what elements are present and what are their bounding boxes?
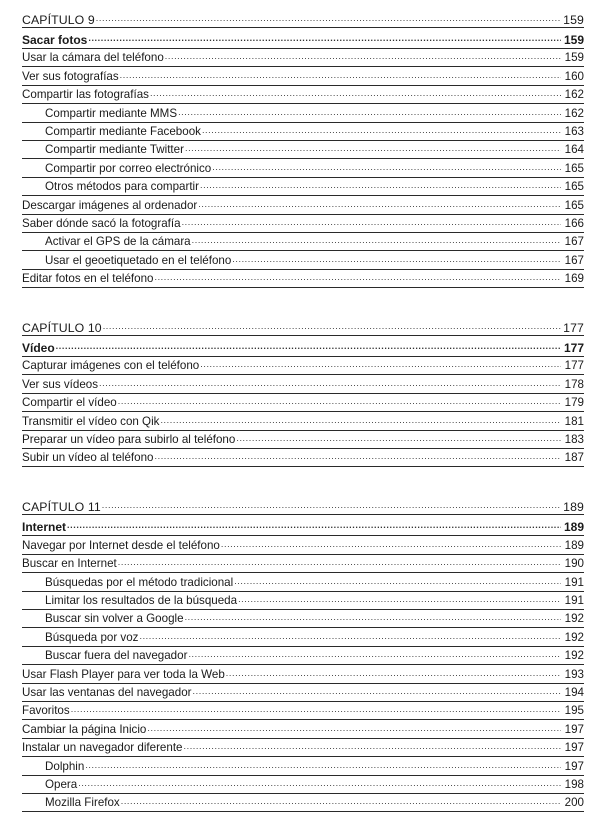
- page-number: 166: [564, 216, 584, 230]
- page-number: 190: [564, 557, 584, 571]
- entry-title: Preparar un vídeo para subirlo al teléfono: [22, 433, 236, 447]
- entry-title: Usar la cámara del teléfono: [22, 51, 164, 65]
- toc-entry: [22, 719, 584, 737]
- page-number: 179: [564, 396, 584, 410]
- toc-entry: [22, 591, 584, 609]
- page-number: 162: [564, 88, 584, 102]
- entry-title: Instalar un navegador diferente: [22, 741, 183, 755]
- entry-title: Dolphin: [45, 759, 85, 773]
- dot-leader: [71, 701, 561, 717]
- chapter-heading: [22, 7, 584, 28]
- dot-leader: [165, 48, 561, 64]
- chapter-heading: [22, 315, 584, 336]
- page-number: 191: [564, 593, 584, 607]
- page-number: 193: [564, 667, 584, 681]
- page-number: 162: [564, 106, 584, 120]
- entry-title: Limitar los resultados de la búsqueda: [45, 593, 238, 607]
- page-number: 183: [564, 433, 584, 447]
- dot-leader: [118, 554, 561, 570]
- dot-leader: [155, 448, 562, 464]
- toc-entry: [22, 683, 584, 701]
- toc-entry: [22, 356, 584, 374]
- page-number: 191: [564, 575, 584, 589]
- chapter-block: [22, 7, 584, 287]
- entry-title: Ver sus fotografías: [22, 69, 119, 83]
- page-number: 164: [564, 143, 584, 157]
- page-number: 197: [564, 741, 584, 755]
- toc-entry: [22, 701, 584, 719]
- dot-leader: [232, 251, 561, 267]
- entry-title: Transmitir el vídeo con Qik: [22, 414, 160, 428]
- dot-leader: [226, 665, 561, 681]
- page-number: 165: [564, 198, 584, 212]
- dot-leader: [202, 122, 561, 138]
- dot-leader: [185, 140, 561, 156]
- chapter-heading: [22, 494, 584, 515]
- entry-list: [22, 356, 584, 466]
- toc-entry: [22, 66, 584, 84]
- dot-leader: [154, 269, 561, 285]
- chapter-title: CAPÍTULO 9: [22, 13, 95, 27]
- page-number: 200: [564, 796, 584, 810]
- toc-entry: [22, 103, 584, 121]
- toc-entry: [22, 738, 584, 756]
- page-number: 189: [564, 538, 584, 552]
- toc-entry: [22, 775, 584, 793]
- page-number: 159: [564, 51, 584, 65]
- toc-entry: [22, 627, 584, 645]
- dot-leader: [67, 517, 561, 533]
- entry-title: Compartir mediante Facebook: [45, 124, 201, 138]
- dot-leader: [234, 573, 561, 589]
- toc-entry: [22, 48, 584, 66]
- entry-title: Activar el GPS de la cámara: [45, 235, 191, 249]
- entry-title: Otros métodos para compartir: [45, 180, 199, 194]
- dot-leader: [120, 67, 561, 83]
- dot-leader: [221, 536, 561, 552]
- entry-list: [22, 48, 584, 287]
- toc-entry: [22, 609, 584, 627]
- entry-list: [22, 535, 584, 811]
- section-title: Vídeo: [22, 341, 55, 356]
- table-of-contents: [22, 7, 584, 839]
- dot-leader: [147, 720, 561, 736]
- entry-title: Buscar fuera del navegador: [45, 649, 188, 663]
- toc-entry: [22, 554, 584, 572]
- toc-entry: [22, 232, 584, 250]
- toc-entry: [22, 85, 584, 103]
- toc-entry: [22, 269, 584, 287]
- toc-entry: [22, 664, 584, 682]
- dot-leader: [99, 375, 561, 391]
- toc-entry: [22, 572, 584, 590]
- entry-title: Compartir mediante MMS: [45, 106, 178, 120]
- toc-entry: [22, 411, 584, 429]
- page-number: 167: [564, 235, 584, 249]
- entry-title: Descargar imágenes al ordenador: [22, 198, 198, 212]
- dot-leader: [103, 318, 561, 334]
- dot-leader: [85, 757, 561, 773]
- chapter-title: CAPÍTULO 11: [22, 500, 101, 515]
- toc-entry: [22, 214, 584, 232]
- entry-title: Búsqueda por voz: [45, 630, 139, 644]
- page-number: 159: [563, 33, 584, 47]
- section-heading: [22, 515, 584, 535]
- dot-leader: [182, 214, 561, 230]
- page-number: 198: [564, 777, 584, 791]
- toc-entry: [22, 448, 584, 466]
- page-number: 197: [564, 759, 584, 773]
- dot-leader: [56, 338, 561, 354]
- toc-entry: [22, 430, 584, 448]
- toc-entry: [22, 756, 584, 774]
- entry-title: Cambiar la página Inicio: [22, 722, 147, 736]
- toc-entry: [22, 250, 584, 268]
- toc-entry: [22, 177, 584, 195]
- entry-title: Compartir las fotografías: [22, 88, 149, 102]
- dot-leader: [200, 177, 561, 193]
- section-heading: [22, 336, 584, 356]
- dot-leader: [160, 412, 561, 428]
- entry-title: Ver sus vídeos: [22, 377, 99, 391]
- page-number: 177: [563, 341, 584, 356]
- dot-leader: [198, 196, 561, 212]
- dot-leader: [188, 646, 561, 662]
- entry-title: Opera: [45, 777, 78, 791]
- toc-entry: [22, 374, 584, 392]
- entry-title: Búsquedas por el método tradicional: [45, 575, 234, 589]
- page-number: 194: [564, 685, 584, 699]
- toc-entry: [22, 393, 584, 411]
- chapter-title: CAPÍTULO 10: [22, 321, 102, 336]
- page-number: 177: [563, 321, 584, 336]
- page-number: 195: [564, 704, 584, 718]
- entry-title: Subir un vídeo al teléfono: [22, 451, 154, 465]
- entry-title: Capturar imágenes con el teléfono: [22, 359, 200, 373]
- entry-title: Usar el geoetiquetado en el teléfono: [45, 253, 232, 267]
- page-number: 192: [564, 630, 584, 644]
- dot-leader: [118, 393, 561, 409]
- dot-leader: [96, 10, 561, 26]
- dot-leader: [88, 30, 561, 46]
- toc-entry: [22, 140, 584, 158]
- dot-leader: [200, 356, 561, 372]
- page-number: 165: [564, 180, 584, 194]
- dot-leader: [102, 497, 561, 513]
- dot-leader: [236, 430, 561, 446]
- page-number: 160: [564, 69, 584, 83]
- page-number: 197: [564, 722, 584, 736]
- entry-title: Navegar por Internet desde el teléfono: [22, 538, 220, 552]
- dot-leader: [78, 775, 561, 791]
- toc-entry: [22, 535, 584, 553]
- entry-title: Buscar en Internet: [22, 557, 117, 571]
- page-number: 165: [564, 161, 584, 175]
- page-number: 192: [564, 612, 584, 626]
- page-number: 167: [564, 253, 584, 267]
- section-title: Internet: [22, 520, 67, 535]
- toc-entry: [22, 646, 584, 664]
- dot-leader: [238, 591, 561, 607]
- dot-leader: [212, 159, 561, 175]
- page-number: 163: [564, 124, 584, 138]
- toc-entry: [22, 122, 584, 140]
- page-number: 189: [563, 520, 584, 535]
- page-number: 189: [563, 500, 584, 515]
- toc-entry: [22, 158, 584, 176]
- chapter-block: [22, 494, 584, 811]
- section-title: Sacar fotos: [22, 33, 88, 47]
- page-number: 178: [564, 377, 584, 391]
- entry-title: Favoritos: [22, 704, 70, 718]
- chapter-block: [22, 315, 584, 466]
- toc-entry: [22, 793, 584, 811]
- entry-title: Buscar sin volver a Google: [45, 612, 184, 626]
- dot-leader: [193, 683, 561, 699]
- dot-leader: [139, 628, 561, 644]
- dot-leader: [192, 232, 561, 248]
- section-heading: [22, 28, 584, 48]
- entry-title: Compartir por correo electrónico: [45, 161, 212, 175]
- page-number: 159: [563, 13, 584, 27]
- page-number: 177: [564, 359, 584, 373]
- entry-title: Usar las ventanas del navegador: [22, 685, 192, 699]
- dot-leader: [121, 793, 561, 809]
- page-number: 187: [564, 451, 584, 465]
- dot-leader: [185, 609, 561, 625]
- entry-title: Mozilla Firefox: [45, 796, 120, 810]
- page-number: 169: [564, 272, 584, 286]
- entry-title: Compartir el vídeo: [22, 396, 117, 410]
- entry-title: Saber dónde sacó la fotografía: [22, 216, 181, 230]
- dot-leader: [178, 104, 561, 120]
- dot-leader: [150, 85, 561, 101]
- entry-title: Usar Flash Player para ver toda la Web: [22, 667, 225, 681]
- page-number: 192: [564, 649, 584, 663]
- entry-title: Editar fotos en el teléfono: [22, 272, 154, 286]
- dot-leader: [184, 738, 562, 754]
- toc-entry: [22, 195, 584, 213]
- entry-title: Compartir mediante Twitter: [45, 143, 184, 157]
- page-number: 181: [564, 414, 584, 428]
